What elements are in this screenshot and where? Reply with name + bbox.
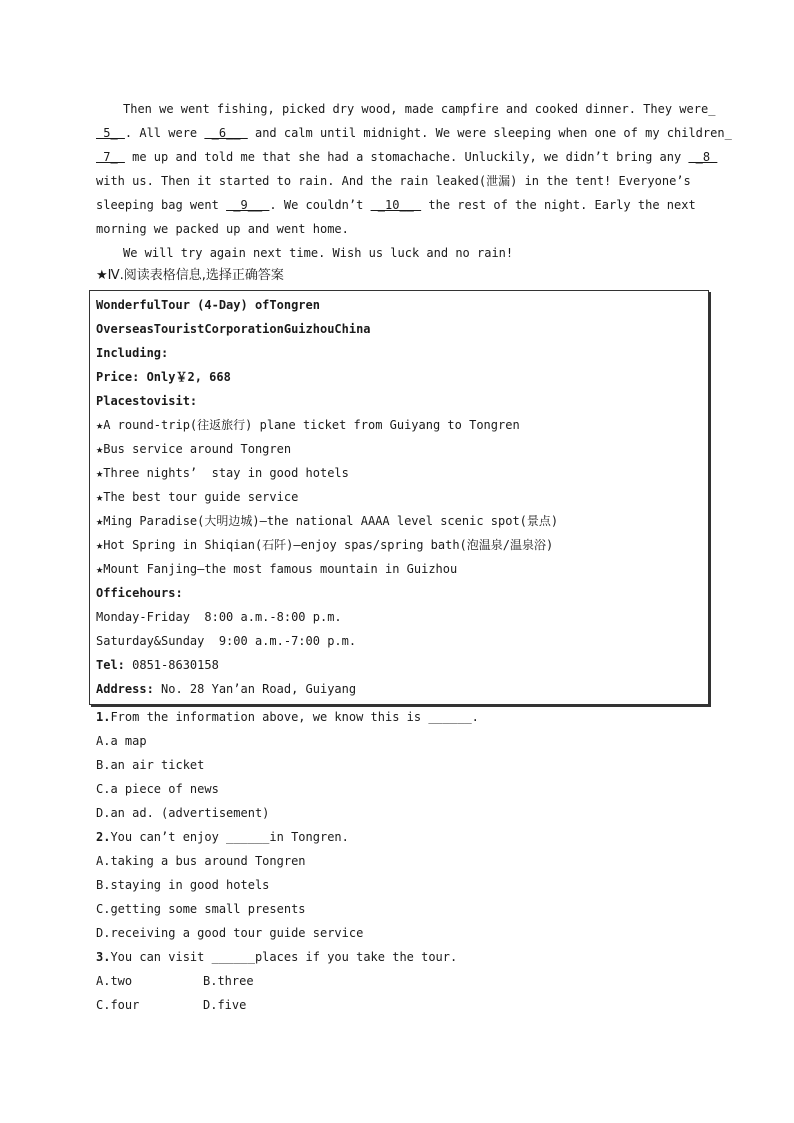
option-a: A.two xyxy=(96,974,133,988)
option-c: C.getting some small presents xyxy=(96,902,306,916)
passage-line: morning we packed up and went home. xyxy=(96,222,349,236)
ad-places-label: Placestovisit: xyxy=(96,394,198,408)
blank-9: _9__ xyxy=(226,198,270,212)
passage-line xyxy=(96,149,717,165)
question-1 xyxy=(96,709,479,725)
question-text: You can visit ______places if you take the tour. xyxy=(110,950,458,964)
passage-line xyxy=(96,125,732,141)
blank-7: 7_ xyxy=(96,150,125,164)
ad-item: ★The best tour guide service xyxy=(96,490,299,504)
ad-item: ★Three nights’ stay in good hotels xyxy=(96,466,349,480)
ad-address-value: No. 28 Yan’an Road, Guiyang xyxy=(153,682,357,696)
passage-text: . We couldn’t xyxy=(269,198,371,212)
ad-tel-value: 0851-8630158 xyxy=(124,658,219,672)
ad-hours-label: Officehours: xyxy=(96,586,183,600)
question-2 xyxy=(96,829,349,845)
passage-line: with us. Then it started to rain. And the rain leaked(泄漏) in the tent! Everyone’s xyxy=(96,174,691,188)
option-d: D.five xyxy=(203,998,247,1012)
passage-line: We will try again next time. Wish us luck and no rain! xyxy=(123,246,514,260)
passage-text: sleeping bag went xyxy=(96,198,227,212)
ad-tel xyxy=(96,657,219,673)
passage-text: . All were xyxy=(124,126,205,140)
question-number: 1. xyxy=(96,710,111,724)
option-c: C.a piece of news xyxy=(96,782,219,796)
blank-5: 5_ xyxy=(96,126,125,140)
question-text: From the information above, we know this is ______. xyxy=(110,710,479,724)
option-b: B.an air ticket xyxy=(96,758,205,772)
option-d: D.an ad. (advertisement) xyxy=(96,806,270,820)
question-number: 2. xyxy=(96,830,111,844)
ad-including: Including: xyxy=(96,346,169,360)
blank-8: _8 xyxy=(688,150,718,164)
ad-hours-weekend: Saturday&Sunday 9:00 a.m.-7:00 p.m. xyxy=(96,634,357,648)
option-d: D.receiving a good tour guide service xyxy=(96,926,364,940)
ad-item: ★Hot Spring in Shiqian(石阡)—enjoy spas/spring bath(泡温泉/温泉浴) xyxy=(96,538,554,552)
ad-address-label: Address: xyxy=(96,682,154,696)
ad-item: ★A round-trip(往返旅行) plane ticket from Guiyang to Tongren xyxy=(96,418,520,432)
ad-item: ★Ming Paradise(大明边城)—the national AAAA level scenic spot(景点) xyxy=(96,514,559,528)
blank-10: _10__ xyxy=(370,198,422,212)
option-a: A.a map xyxy=(96,734,147,748)
option-c: C.four xyxy=(96,998,140,1012)
passage-text: and calm until midnight. We were sleeping when one of my children_ xyxy=(247,126,732,140)
option-b: B.staying in good hotels xyxy=(96,878,270,892)
blank-6: _6__ xyxy=(204,126,248,140)
option-b: B.three xyxy=(203,974,254,988)
question-number: 3. xyxy=(96,950,111,964)
ad-title: WonderfulTour (4-Day) ofTongren xyxy=(96,298,320,312)
ad-price: Price: Only￥2, 668 xyxy=(96,370,231,384)
passage-line: Then we went fishing, picked dry wood, made campfire and cooked dinner. They were_ xyxy=(123,102,716,116)
question-3 xyxy=(96,949,457,965)
section-heading: ★Ⅳ.阅读表格信息,选择正确答案 xyxy=(96,268,284,283)
ad-item: ★Mount Fanjing—the most famous mountain in Guizhou xyxy=(96,562,458,576)
ad-company: OverseasTouristCorporationGuizhouChina xyxy=(96,322,371,336)
ad-address xyxy=(96,681,356,697)
ad-item: ★Bus service around Tongren xyxy=(96,442,292,456)
ad-hours-weekday: Monday-Friday 8:00 a.m.-8:00 p.m. xyxy=(96,610,342,624)
passage-line xyxy=(96,197,696,213)
question-text: You can’t enjoy ______in Tongren. xyxy=(110,830,349,844)
ad-tel-label: Tel: xyxy=(96,658,125,672)
passage-text: the rest of the night. Early the next xyxy=(421,198,696,212)
option-a: A.taking a bus around Tongren xyxy=(96,854,306,868)
passage-text: me up and told me that she had a stomachache. Unluckily, we didn’t bring any xyxy=(124,150,689,164)
